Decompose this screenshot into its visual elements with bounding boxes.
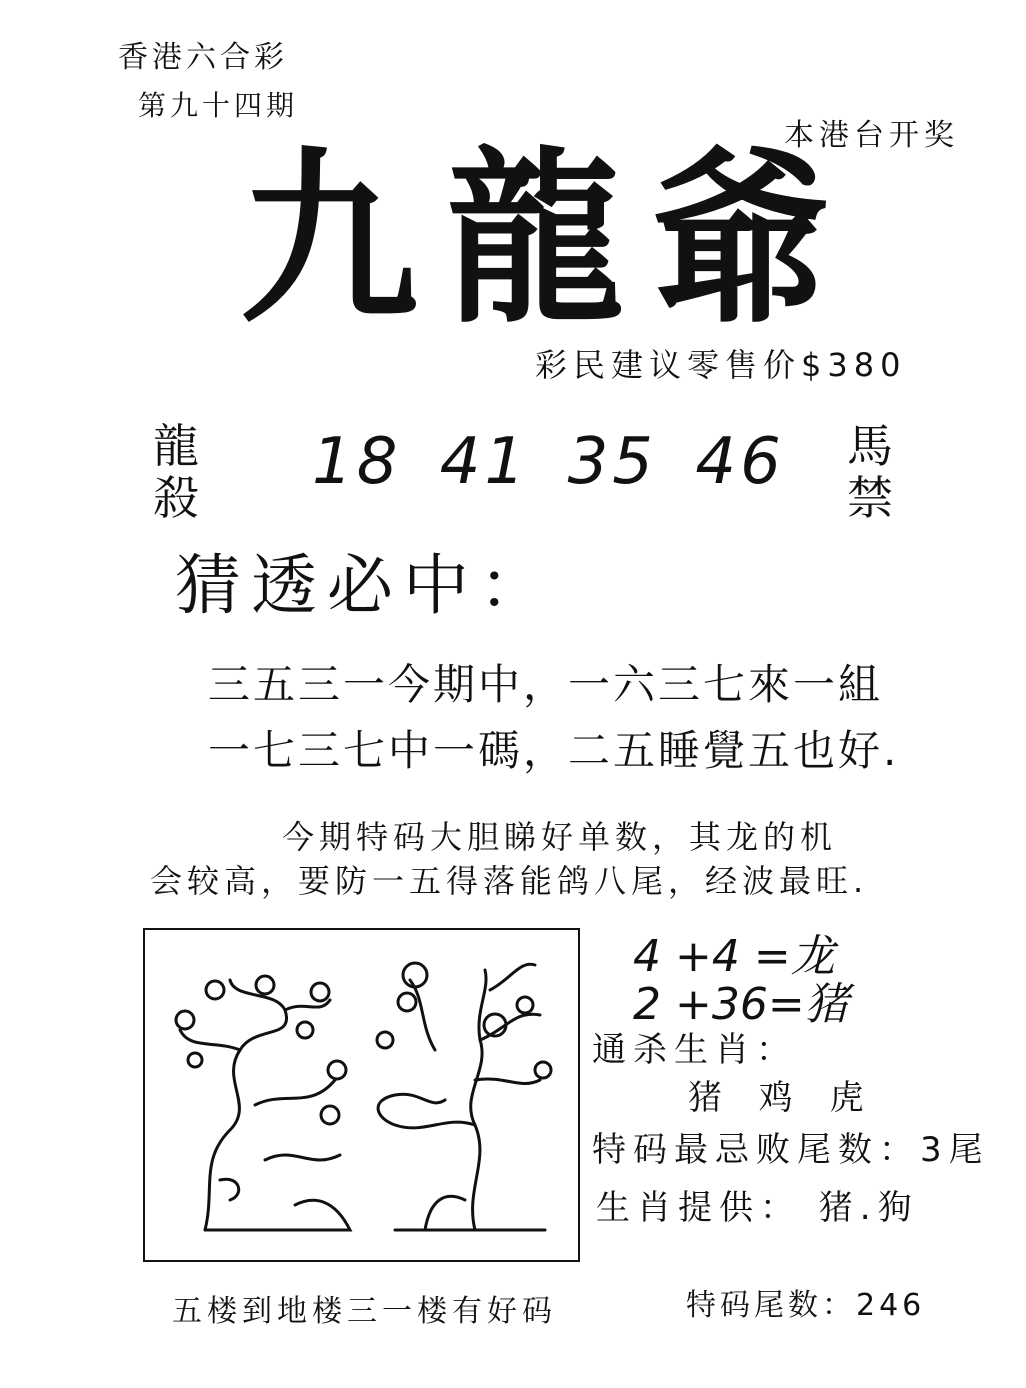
equation-dragon: 4 +4 =龙 xyxy=(633,931,835,982)
kill-all-label: 通杀生肖： xyxy=(592,1030,797,1070)
retail-price: 彩民建议零售价$380 xyxy=(535,346,907,384)
issue-number: 第九十四期 xyxy=(138,89,299,122)
paragraph-line-1: 今期特码大胆睇好单数，其龙的机 xyxy=(282,818,838,856)
lottery-name: 香港六合彩 xyxy=(118,40,288,75)
kill-all-values: 猪 鸡 虎 xyxy=(688,1078,871,1118)
dragon-kill-label: 龍殺 xyxy=(153,419,199,525)
plum-blossom-illustration xyxy=(143,928,580,1262)
poem-line-1: 三五三一今期中，一六三七來一組 xyxy=(208,660,884,709)
kill-numbers: 18 41 35 46 xyxy=(312,425,785,499)
main-title: 九龍爺 xyxy=(240,128,858,349)
poem-line-2: 一七三七中一碼，二五睡覺五也好. xyxy=(208,726,900,775)
footer-tail-numbers: 特码尾数：246 xyxy=(686,1288,926,1323)
equation-pig: 2 +36=猪 xyxy=(633,979,849,1030)
plum-tree-icon xyxy=(145,930,578,1260)
avoid-tail-number: 特码最忌败尾数：3尾 xyxy=(592,1130,990,1170)
footer-left-note: 五楼到地楼三一楼有好码 xyxy=(172,1294,557,1329)
guess-title: 猜透必中： xyxy=(175,547,555,624)
horse-ban-label: 馬禁 xyxy=(847,419,893,525)
zodiac-provide: 生肖提供： 猪.狗 xyxy=(596,1188,919,1228)
draw-note: 本港台开奖 xyxy=(784,118,959,153)
paragraph-line-2: 会较高，要防一五得落能鸽八尾，经波最旺. xyxy=(150,862,869,900)
